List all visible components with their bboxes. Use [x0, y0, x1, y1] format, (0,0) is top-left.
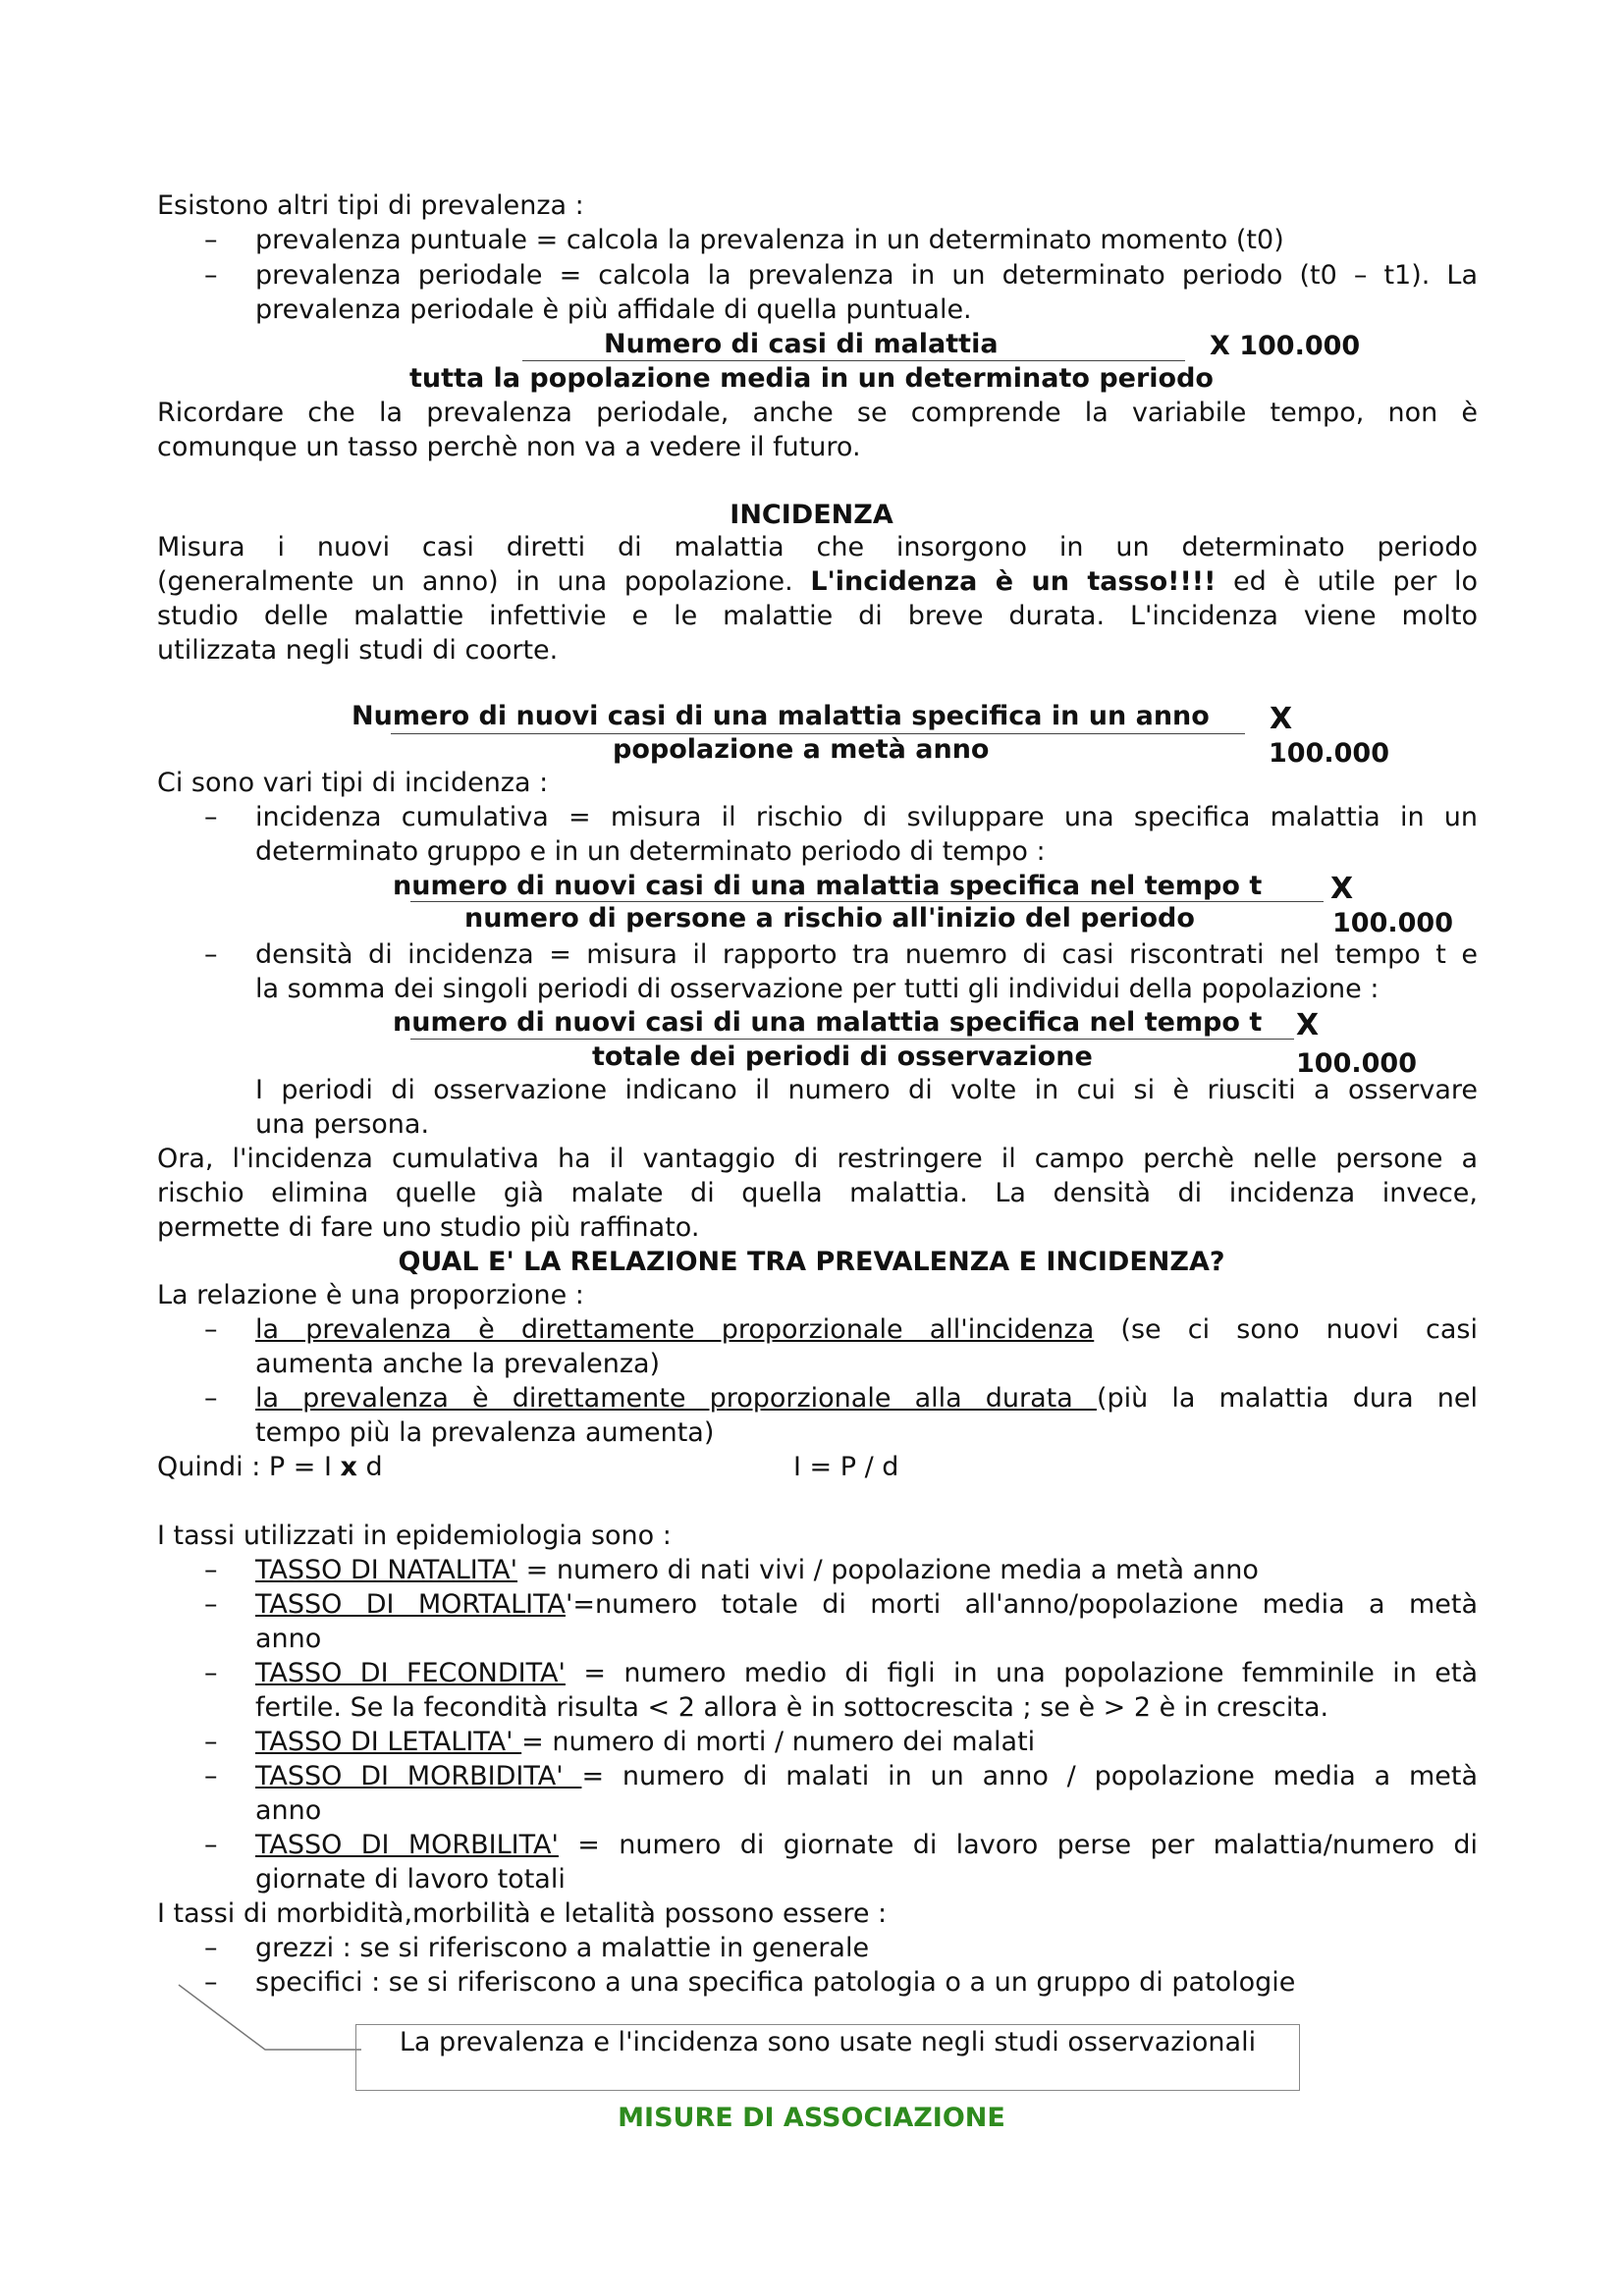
formula-numerator: Numero di casi di malattia	[604, 329, 999, 359]
bullet-dash: –	[204, 1933, 218, 1963]
formula-numerator: numero di nuovi casi di una malattia specifica nel tempo t	[393, 1007, 1263, 1038]
text-span: '=numero totale di morti all'anno/popolazione media a metà	[565, 1589, 1478, 1620]
paragraph-line: Ricordare che la prevalenza periodale, anche se comprende la variabile tempo, non è	[157, 398, 1478, 428]
paragraph-line: permette di fare uno studio più raffinato.	[157, 1212, 700, 1243]
paragraph-line: rischio elimina quelle già malate di quella malattia. La densità di incidenza invece,	[157, 1178, 1478, 1208]
underlined-text: TASSO DI NATALITA'	[255, 1555, 518, 1585]
bold-text: L'incidenza è un tasso!!!!	[810, 566, 1217, 597]
section-title-incidenza: INCIDENZA	[730, 500, 893, 530]
callout-pointer	[177, 1983, 363, 2052]
list-item-continuation: determinato gruppo e in un determinato periodo di tempo :	[255, 836, 1046, 867]
bullet-dash: –	[204, 1967, 218, 1998]
prevalence-intro: Esistono altri tipi di prevalenza :	[157, 190, 584, 221]
text-span: = numero medio di figli in una popolazione femminile in età	[565, 1658, 1478, 1688]
list-item: prevalenza periodale = calcola la prevalenza in un determinato periodo (t0 – t1). La	[255, 260, 1478, 291]
formula-numerator: Numero di nuovi casi di una malattia specifica in un anno	[352, 701, 1210, 731]
list-item-continuation: prevalenza periodale è più affidale di quella puntuale.	[255, 294, 972, 325]
bullet-dash: –	[204, 1658, 218, 1688]
list-item	[255, 1587, 1478, 1622]
underlined-text: TASSO DI MORTALITA	[255, 1589, 566, 1620]
underlined-text: TASSO DI MORBIDITA'	[255, 1761, 582, 1791]
list-item	[255, 1759, 1478, 1793]
text-span: = numero di morti / numero dei malati	[521, 1727, 1036, 1757]
section-title-relazione: QUAL E' LA RELAZIONE TRA PREVALENZA E INCIDENZA?	[398, 1247, 1225, 1277]
text-span: (se ci sono nuovi casi	[1094, 1314, 1478, 1345]
formula-numerator: numero di nuovi casi di una malattia specifica nel tempo t	[393, 871, 1263, 901]
list-item-continuation: fertile. Se la fecondità risulta < 2 allora è in sottocrescita ; se è > 2 è in crescita.	[255, 1692, 1329, 1723]
text-span: Quindi : P = I	[157, 1452, 341, 1482]
bullet-dash: –	[204, 225, 218, 255]
paragraph-line: studio delle malattie infettivie e le malattie di breve durata. L'incidenza viene molto	[157, 601, 1478, 631]
list-item: prevalenza puntuale = calcola la prevalenza in un determinato momento (t0)	[255, 225, 1284, 255]
paragraph-line: utilizzata negli studi di coorte.	[157, 635, 559, 666]
underlined-text: la prevalenza è direttamente proporzionale alla durata	[255, 1383, 1097, 1414]
underlined-text: TASSO DI MORBILITA'	[255, 1830, 559, 1860]
section-title-misure: MISURE DI ASSOCIAZIONE	[618, 2103, 1005, 2133]
paragraph-line: una persona.	[255, 1109, 430, 1140]
list-item	[255, 1553, 1478, 1587]
text-span: = numero di giornate di lavoro perse per malattia/numero di	[558, 1830, 1478, 1860]
text-span: ed è utile per lo	[1216, 566, 1478, 597]
list-item-continuation: anno	[255, 1624, 322, 1654]
bullet-dash: –	[204, 802, 218, 832]
text-span: = numero di malati in un anno / popolazione media a metà	[581, 1761, 1478, 1791]
list-item	[255, 1725, 1478, 1759]
list-item	[255, 1656, 1478, 1690]
underlined-text: la prevalenza è direttamente proporzionale all'incidenza	[255, 1314, 1095, 1345]
paragraph-line: I tassi utilizzati in epidemiologia sono :	[157, 1521, 672, 1551]
list-item	[255, 1381, 1478, 1415]
bullet-dash: –	[204, 260, 218, 291]
callout-text: La prevalenza e l'incidenza sono usate negli studi osservazionali	[399, 2027, 1257, 2057]
paragraph-line: I periodi di osservazione indicano il numero di volte in cui si è riusciti a osservare	[255, 1075, 1478, 1105]
text-span: d	[356, 1452, 383, 1482]
paragraph-line: comunque un tasso perchè non va a vedere il futuro.	[157, 432, 861, 462]
formula-denominator: tutta la popolazione media in un determinato periodo	[409, 363, 1214, 394]
formula-constant: 100.000	[1269, 738, 1389, 769]
text-span: (generalmente un anno) in una popolazione.	[157, 566, 811, 597]
formula-constant: 100.000	[1332, 908, 1453, 938]
formula-denominator: popolazione a metà anno	[613, 734, 990, 765]
formula-multiplier: X	[1296, 1008, 1320, 1042]
list-item: grezzi : se si riferiscono a malattie in generale	[255, 1933, 870, 1963]
bold-text: x	[340, 1452, 357, 1482]
list-item: specifici : se si riferiscono a una specifica patologia o a un gruppo di patologie	[255, 1967, 1296, 1998]
list-item-continuation: anno	[255, 1795, 322, 1826]
bullet-dash: –	[204, 1589, 218, 1620]
formula-multiplier: X	[1330, 872, 1354, 906]
underlined-text: TASSO DI LETALITA'	[255, 1727, 522, 1757]
underlined-text: TASSO DI FECONDITA'	[255, 1658, 566, 1688]
list-item: densità di incidenza = misura il rapporto tra nuemro di casi riscontrati nel tempo t e	[255, 939, 1478, 970]
paragraph-line: La relazione è una proporzione :	[157, 1280, 584, 1310]
formula-inverse: I = P / d	[793, 1452, 899, 1482]
list-item-continuation: aumenta anche la prevalenza)	[255, 1349, 661, 1379]
formula-multiplier: X	[1270, 702, 1293, 736]
list-item-continuation: giornate di lavoro totali	[255, 1864, 566, 1895]
list-item	[255, 1312, 1478, 1347]
text-span: = numero di nati vivi / popolazione media a metà anno	[517, 1555, 1259, 1585]
text-span: (più la malattia dura nel	[1096, 1383, 1478, 1414]
paragraph-line: Ora, l'incidenza cumulativa ha il vantaggio di restringere il campo perchè nelle persone a	[157, 1144, 1478, 1174]
formula-denominator: numero di persone a rischio all'inizio del periodo	[464, 903, 1195, 934]
list-item-continuation: la somma dei singoli periodi di osservazione per tutti gli individui della popolazione :	[255, 974, 1380, 1004]
formula-denominator: totale dei periodi di osservazione	[592, 1041, 1093, 1072]
bullet-dash: –	[204, 1314, 218, 1345]
bullet-dash: –	[204, 1727, 218, 1757]
bullet-dash: –	[204, 1383, 218, 1414]
paragraph-line: I tassi di morbidità,morbilità e letalità possono essere :	[157, 1898, 888, 1929]
bullet-dash: –	[204, 1830, 218, 1860]
paragraph-line: Ci sono vari tipi di incidenza :	[157, 768, 549, 798]
formula-constant: 100.000	[1296, 1048, 1417, 1079]
bullet-dash: –	[204, 1761, 218, 1791]
list-item: incidenza cumulativa = misura il rischio di sviluppare una specifica malattia in un	[255, 802, 1478, 832]
paragraph-line: Misura i nuovi casi diretti di malattia che insorgono in un determinato periodo	[157, 532, 1478, 562]
formula-multiplier: X 100.000	[1210, 331, 1361, 361]
list-item	[255, 1828, 1478, 1862]
callout-box	[355, 2024, 1300, 2091]
list-item-continuation: tempo più la prevalenza aumenta)	[255, 1417, 715, 1448]
bullet-dash: –	[204, 1555, 218, 1585]
bullet-dash: –	[204, 939, 218, 970]
paragraph-line	[157, 564, 1478, 599]
